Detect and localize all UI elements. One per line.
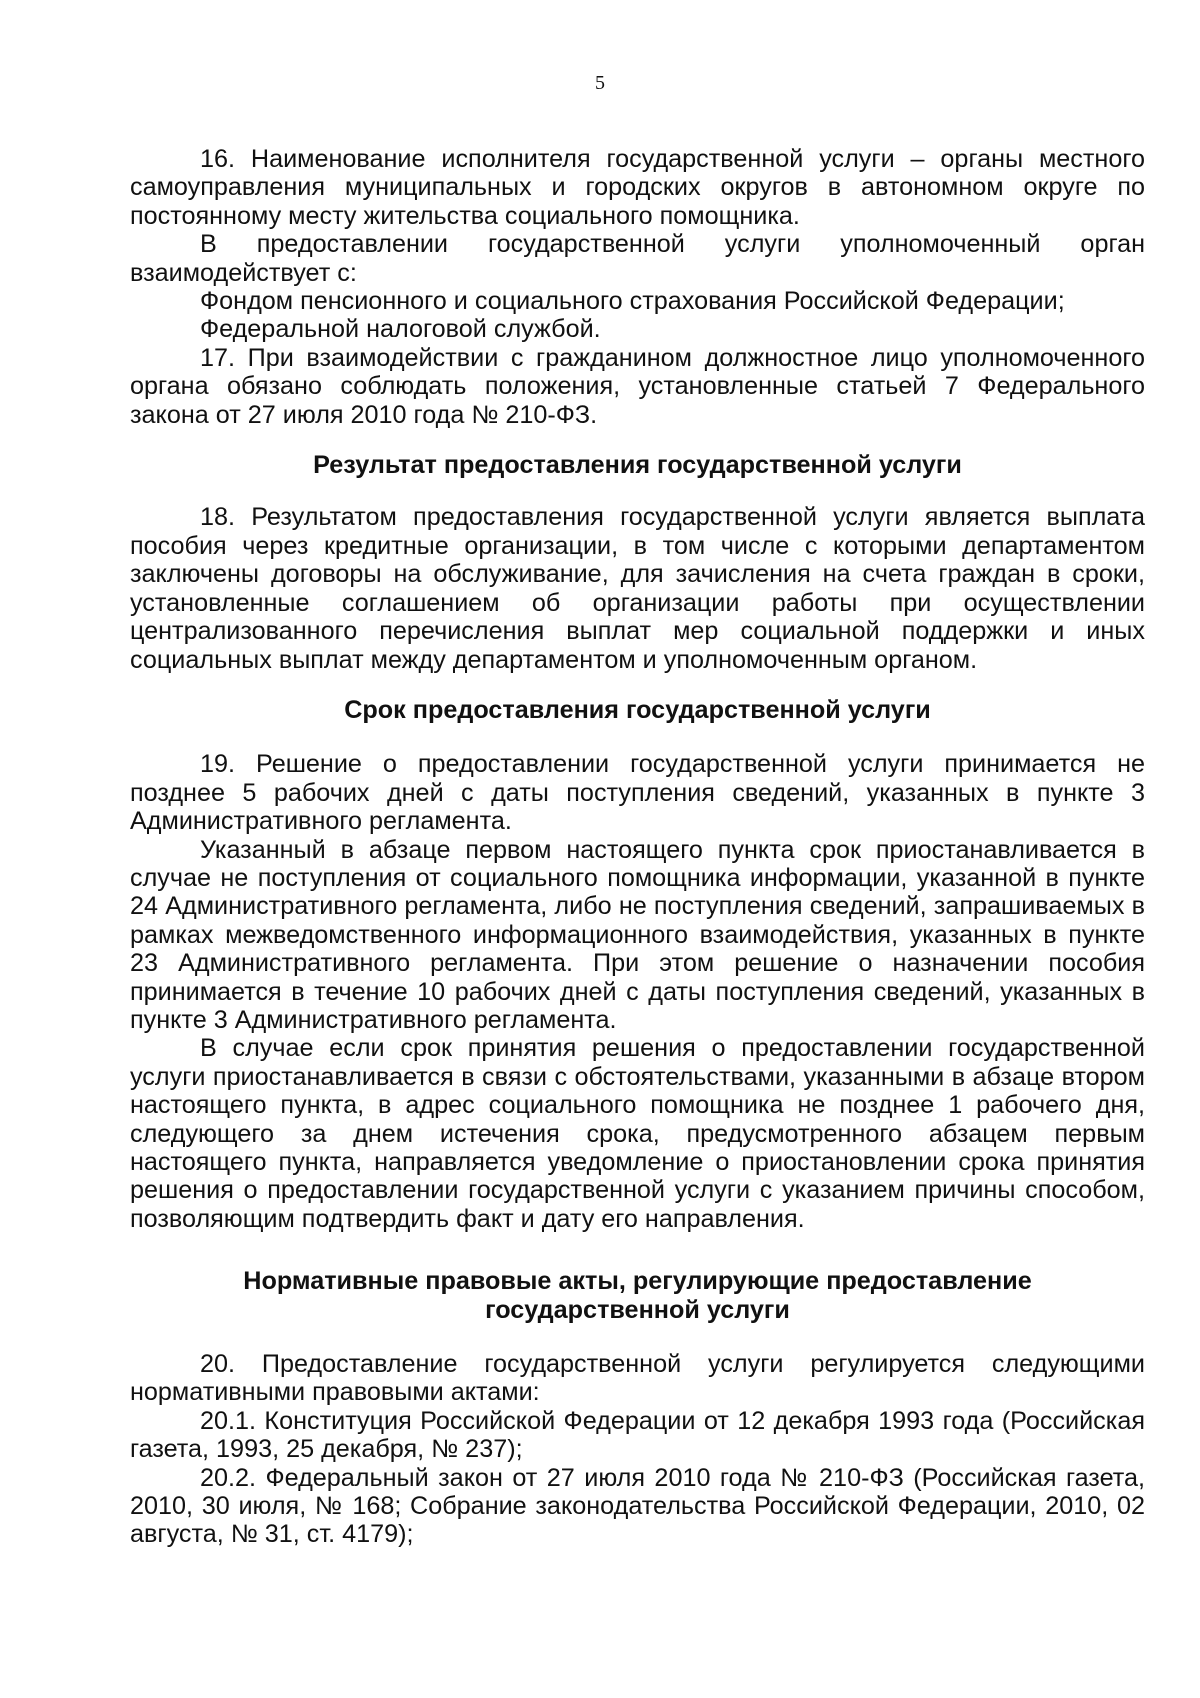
section-heading-result: Результат предоставления государственной услуги xyxy=(313,451,962,480)
page-number: 5 xyxy=(595,72,605,94)
section-heading-legal-acts-line-2: государственной услуги xyxy=(485,1295,790,1324)
paragraph-20-2: 20.2. Федеральный закон от 27 июля 2010 года № 210-ФЗ (Российская газета, 2010, 30 июля, № 168; Собрание законодательства Российской Федерации, 2010, 02 августа, № 31, ст. 4179); xyxy=(130,1463,1145,1549)
paragraph-20-1: 20.1. Конституция Российской Федерации от 12 декабря 1993 года (Российская газета, 1993, 25 декабря, № 237); xyxy=(130,1406,1145,1464)
paragraph-17: 17. При взаимодействии с гражданином должностное лицо уполномоченного органа обязано соблюдать положения, установленные статьей 7 Федерального закона от 27 июля 2010 года № 210-ФЗ. xyxy=(130,343,1145,429)
paragraph-16-pension-fund: Фондом пенсионного и социального страхования Российской Федерации; xyxy=(200,287,1065,316)
paragraph-16-tax-service: Федеральной налоговой службой. xyxy=(200,315,601,344)
paragraph-20: 20. Предоставление государственной услуги регулируется следующими нормативными правовыми актами: xyxy=(130,1350,1145,1407)
section-heading-legal-acts xyxy=(130,1267,1145,1324)
paragraph-19-suspension: Указанный в абзаце первом настоящего пункта срок приостанавливается в случае не поступления от социального помощника информации, указанной в пункте 24 Административного регламента, либо не поступления сведений, запрашиваемых в рамках межведомственного информационного взаимодействия, указанных в пункте 23 Административного регламента. При этом решение о назначении пособия принимается в течение 10 рабочих дней с даты поступления сведений, указанных в пункте 3 Административного регламента. xyxy=(130,835,1145,1034)
paragraph-16-executor: 16. Наименование исполнителя государственной услуги – органы местного самоуправления муниципальных и городских округов в автономном округе по постоянному месту жительства социального помощника. xyxy=(130,145,1145,230)
section-heading-term: Срок предоставления государственной услуги xyxy=(344,695,931,724)
document-body xyxy=(130,145,1145,1549)
paragraph-19-decision: 19. Решение о предоставлении государственной услуги принимается не позднее 5 рабочих дней с даты поступления сведений, указанных в пункте 3 Административного регламента. xyxy=(130,750,1145,836)
paragraph-19-notification: В случае если срок принятия решения о предоставлении государственной услуги приостанавливается в связи с обстоятельствами, указанными в абзаце втором настоящего пункта, в адрес социального помощника не позднее 1 рабочего дня, следующего за днем истечения срока, предусмотренного абзацем первым настоящего пункта, направляется уведомление о приостановлении срока принятия решения о предоставлении государственной услуги с указанием причины способом, позволяющим подтвердить факт и дату его направления. xyxy=(130,1034,1145,1233)
section-heading-legal-acts-line-1: Нормативные правовые акты, регулирующие предоставление xyxy=(243,1267,1032,1296)
paragraph-16-interaction: В предоставлении государственной услуги уполномоченный орган взаимодействует с: xyxy=(130,230,1145,287)
paragraph-18: 18. Результатом предоставления государственной услуги является выплата пособия через кредитные организации, в том числе с которыми департаментом заключены договоры на обслуживание, для зачисления на счета граждан в сроки, установленные соглашением об организации работы при осуществлении централизованного перечисления выплат мер социальной поддержки и иных социальных выплат между департаментом и уполномоченным органом. xyxy=(130,503,1145,674)
